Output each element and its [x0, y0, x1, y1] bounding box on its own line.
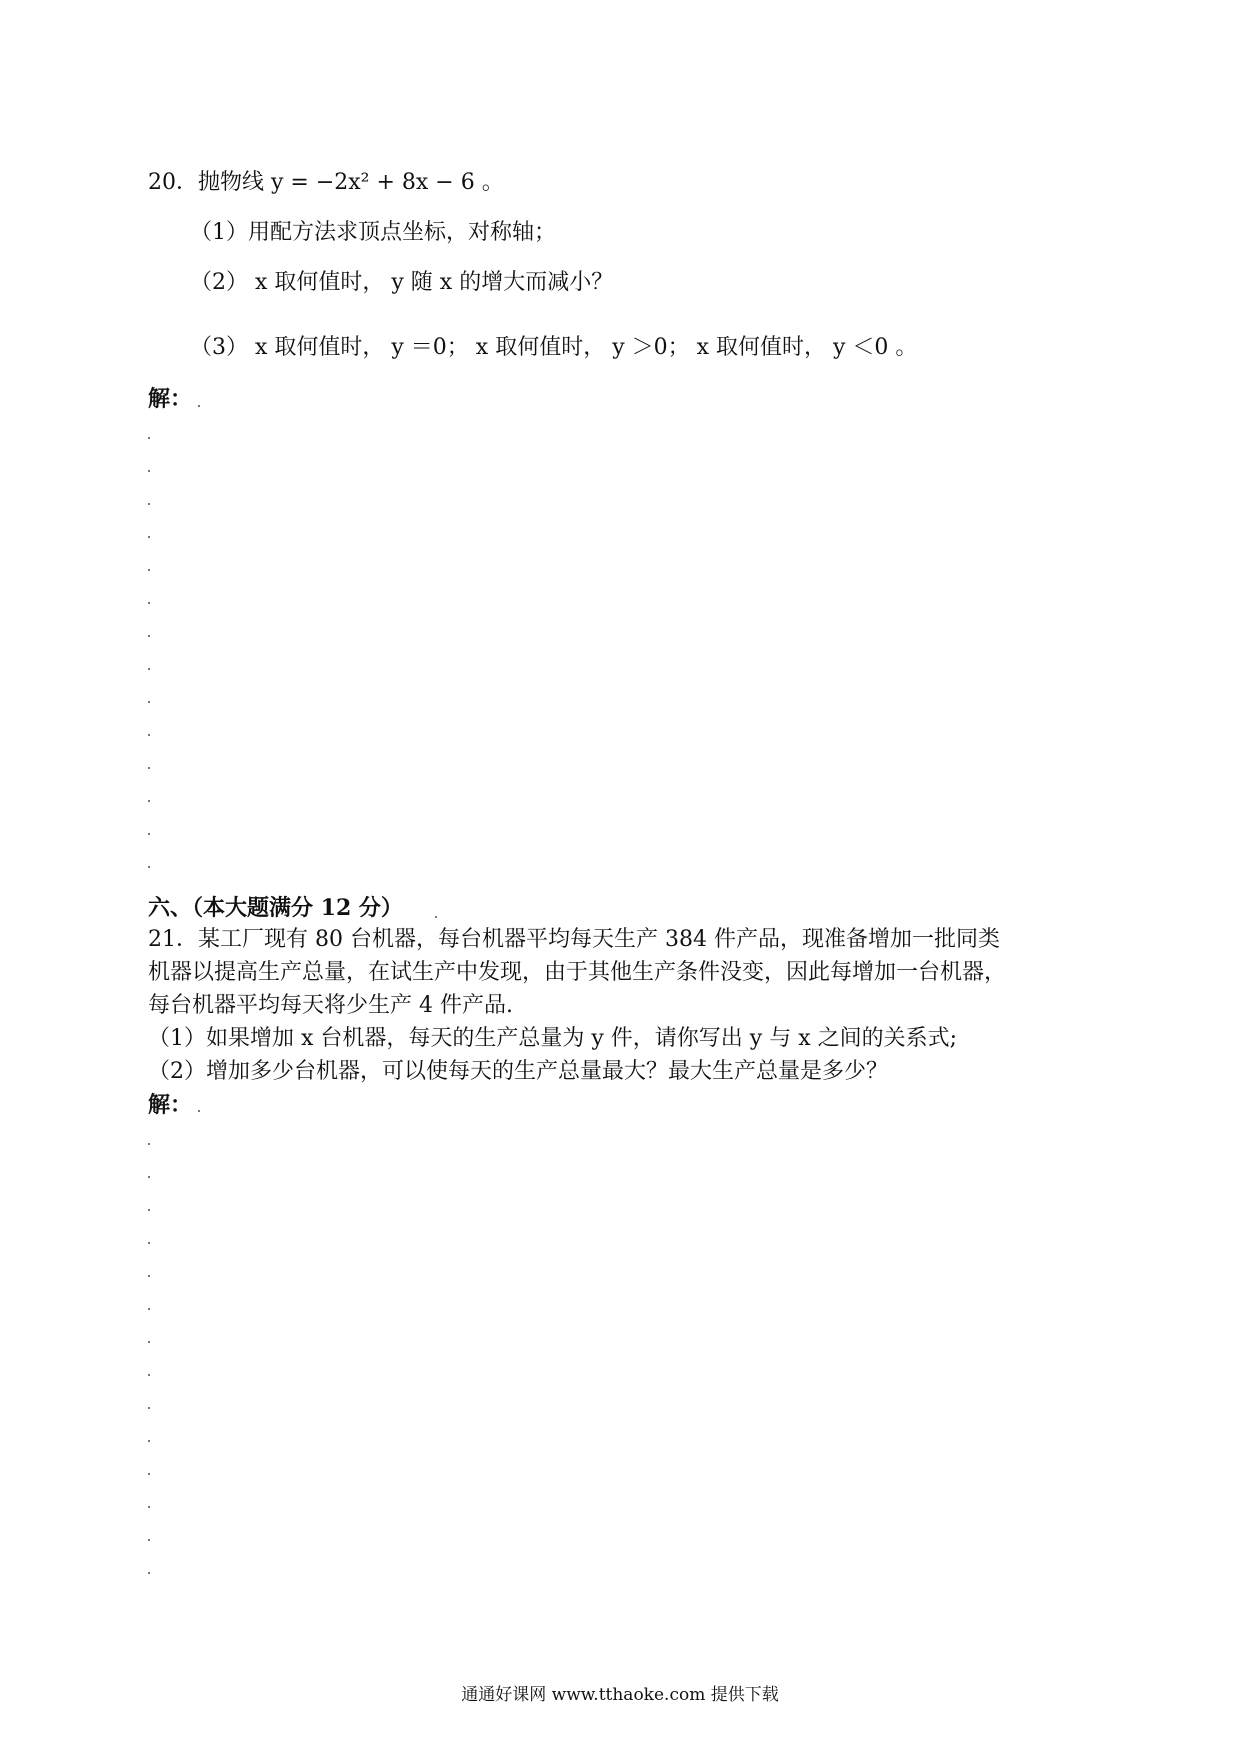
q21-line1: 21．某工厂现有 80 台机器，每台机器平均每天生产 384 件产品，现准备增加一批同类 — [148, 927, 1000, 952]
q20-part3: （3） x 取何值时， y ＝0； x 取何值时， y ＞0； x 取何值时， y ＜0 。 — [190, 335, 918, 360]
answer-space-marker — [148, 1308, 150, 1310]
answer-space-marker — [148, 1275, 150, 1277]
answer-space-marker — [148, 767, 150, 769]
answer-space-marker — [148, 1143, 150, 1145]
answer-space-marker — [148, 1341, 150, 1343]
answer-space-marker — [198, 1110, 200, 1112]
answer-space-marker — [148, 1572, 150, 1574]
answer-space-marker — [148, 1506, 150, 1508]
answer-space-marker — [148, 503, 150, 505]
answer-space-marker — [148, 470, 150, 472]
answer-space-marker — [148, 1242, 150, 1244]
answer-space-marker — [148, 1176, 150, 1178]
answer-space-marker — [148, 1440, 150, 1442]
answer-space-marker — [148, 635, 150, 637]
q21-line2: 机器以提高生产总量，在试生产中发现，由于其他生产条件没变，因此每增加一台机器， — [148, 960, 1007, 985]
answer-space-marker — [148, 1407, 150, 1409]
answer-space-marker — [148, 668, 150, 670]
answer-space-marker — [148, 800, 150, 802]
q21-solution-label: 解： — [148, 1092, 193, 1118]
q21-part1: （1）如果增加 x 台机器，每天的生产总量为 y 件，请你写出 y 与 x 之间的关系式; — [148, 1026, 958, 1051]
answer-space-marker — [148, 833, 150, 835]
q20-part2: （2） x 取何值时， y 随 x 的增大而减小？ — [190, 270, 614, 295]
answer-space-marker — [148, 1539, 150, 1541]
q20-title: 20．抛物线 y = −2x² + 8x − 6 。 — [148, 170, 504, 195]
answer-space-marker — [148, 602, 150, 604]
q20-part1: （1）用配方法求顶点坐标，对称轴； — [190, 220, 556, 245]
answer-space-marker — [148, 569, 150, 571]
answer-space-marker — [148, 1473, 150, 1475]
answer-space-marker — [198, 405, 200, 407]
answer-space-marker — [148, 701, 150, 703]
q21-line3: 每台机器平均每天将少生产 4 件产品. — [148, 993, 513, 1018]
answer-space-marker — [148, 1374, 150, 1376]
answer-space-marker — [148, 866, 150, 868]
q21-part2: （2）增加多少台机器，可以使每天的生产总量最大？最大生产总量是多少？ — [148, 1059, 888, 1084]
answer-space-marker — [148, 1209, 150, 1211]
answer-space-marker — [148, 437, 150, 439]
page-footer: 通通好课网 www.tthaoke.com 提供下载 — [461, 1685, 779, 1705]
answer-space-marker — [148, 734, 150, 736]
q20-solution-label: 解： — [148, 386, 193, 412]
answer-space-marker — [148, 536, 150, 538]
section-heading: 六、（本大题满分 12 分） — [148, 895, 403, 921]
answer-space-marker — [435, 916, 437, 918]
